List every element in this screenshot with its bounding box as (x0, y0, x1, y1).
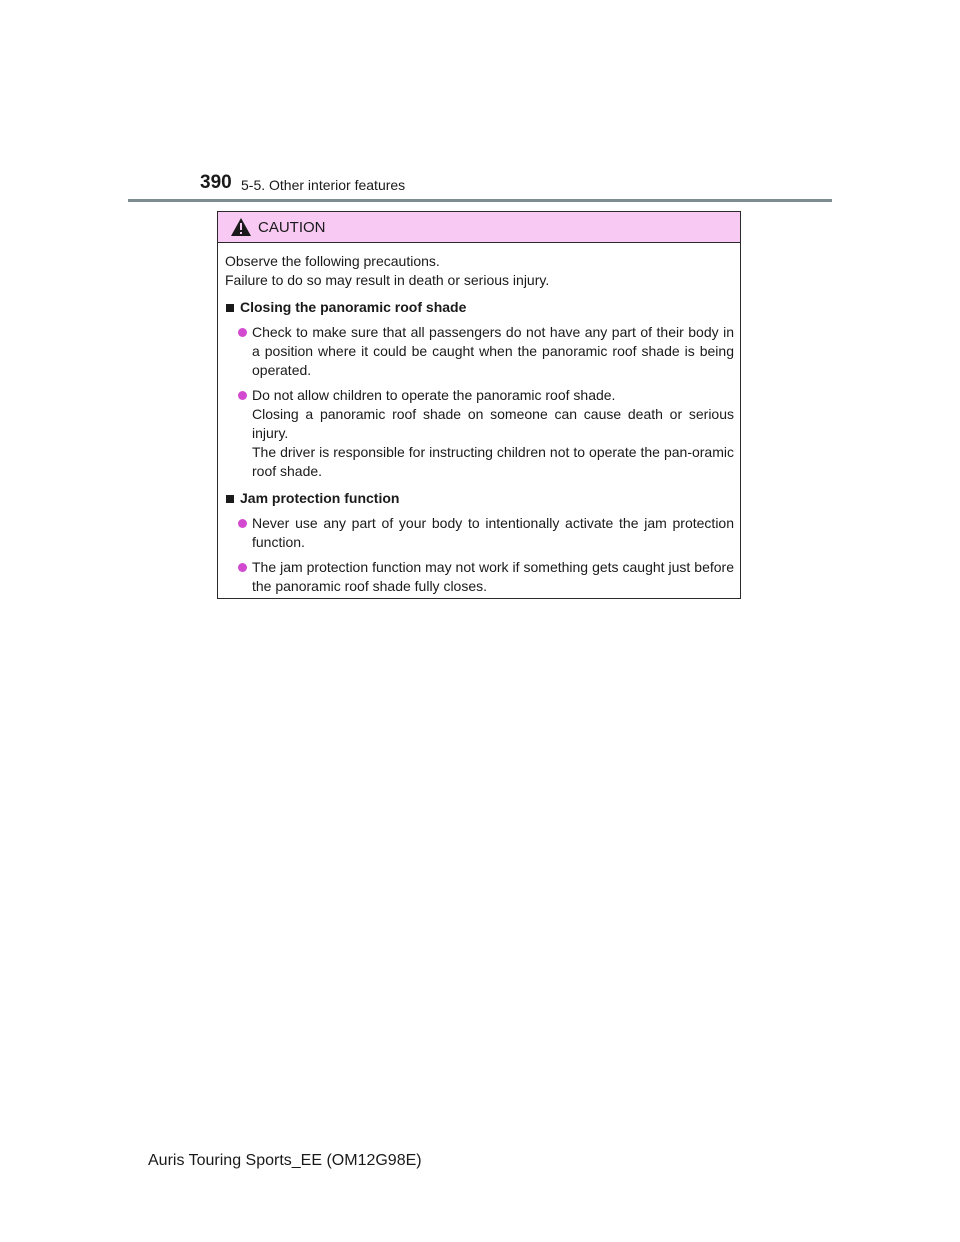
round-bullet-icon (238, 328, 247, 337)
section-jam-protection (225, 489, 734, 596)
round-bullet-icon (238, 563, 247, 572)
section-closing-roof-shade (225, 298, 734, 481)
square-bullet-icon (226, 304, 234, 312)
list-item (225, 323, 734, 380)
section-heading (225, 489, 734, 508)
page-number: 390 (200, 172, 232, 193)
paragraph: The driver is responsible for instructing children not to operate the pan-oramic roof shade. (252, 444, 734, 479)
section-title: 5-5. Other interior features (241, 177, 406, 193)
list-item-text (252, 558, 734, 596)
list-item-text (252, 386, 734, 481)
list-item-text (252, 323, 734, 380)
paragraph: Never use any part of your body to intentionally activate the jam protection function. (252, 515, 734, 550)
section-heading-text: Closing the panoramic roof shade (240, 299, 467, 315)
footer-manual-id: Auris Touring Sports_EE (OM12G98E) (148, 1152, 422, 1169)
list-item (225, 514, 734, 552)
caution-title: CAUTION (258, 218, 326, 236)
list-item-text (252, 514, 734, 552)
section-heading (225, 298, 734, 317)
paragraph: Do not allow children to operate the panoramic roof shade. (252, 387, 616, 403)
round-bullet-icon (238, 391, 247, 400)
list-item (225, 558, 734, 596)
paragraph: Closing a panoramic roof shade on someone can cause death or serious injury. (252, 406, 734, 441)
caution-body (218, 243, 740, 596)
warning-triangle-icon (230, 217, 252, 237)
header-rule (128, 199, 832, 202)
caution-box (217, 211, 741, 599)
list-item (225, 386, 734, 481)
intro-line: Observe the following precautions. (225, 253, 440, 269)
paragraph: Check to make sure that all passengers do not have any part of their body in a position where it could be caught when the panoramic roof shade is being operated. (252, 324, 734, 378)
caution-header (218, 212, 740, 243)
intro-line: Failure to do so may result in death or serious injury. (225, 272, 550, 288)
paragraph: The jam protection function may not work if something gets caught just before the panoramic roof shade fully closes. (252, 559, 734, 594)
square-bullet-icon (226, 495, 234, 503)
section-heading-text: Jam protection function (240, 490, 400, 506)
round-bullet-icon (238, 519, 247, 528)
caution-intro (225, 252, 734, 290)
